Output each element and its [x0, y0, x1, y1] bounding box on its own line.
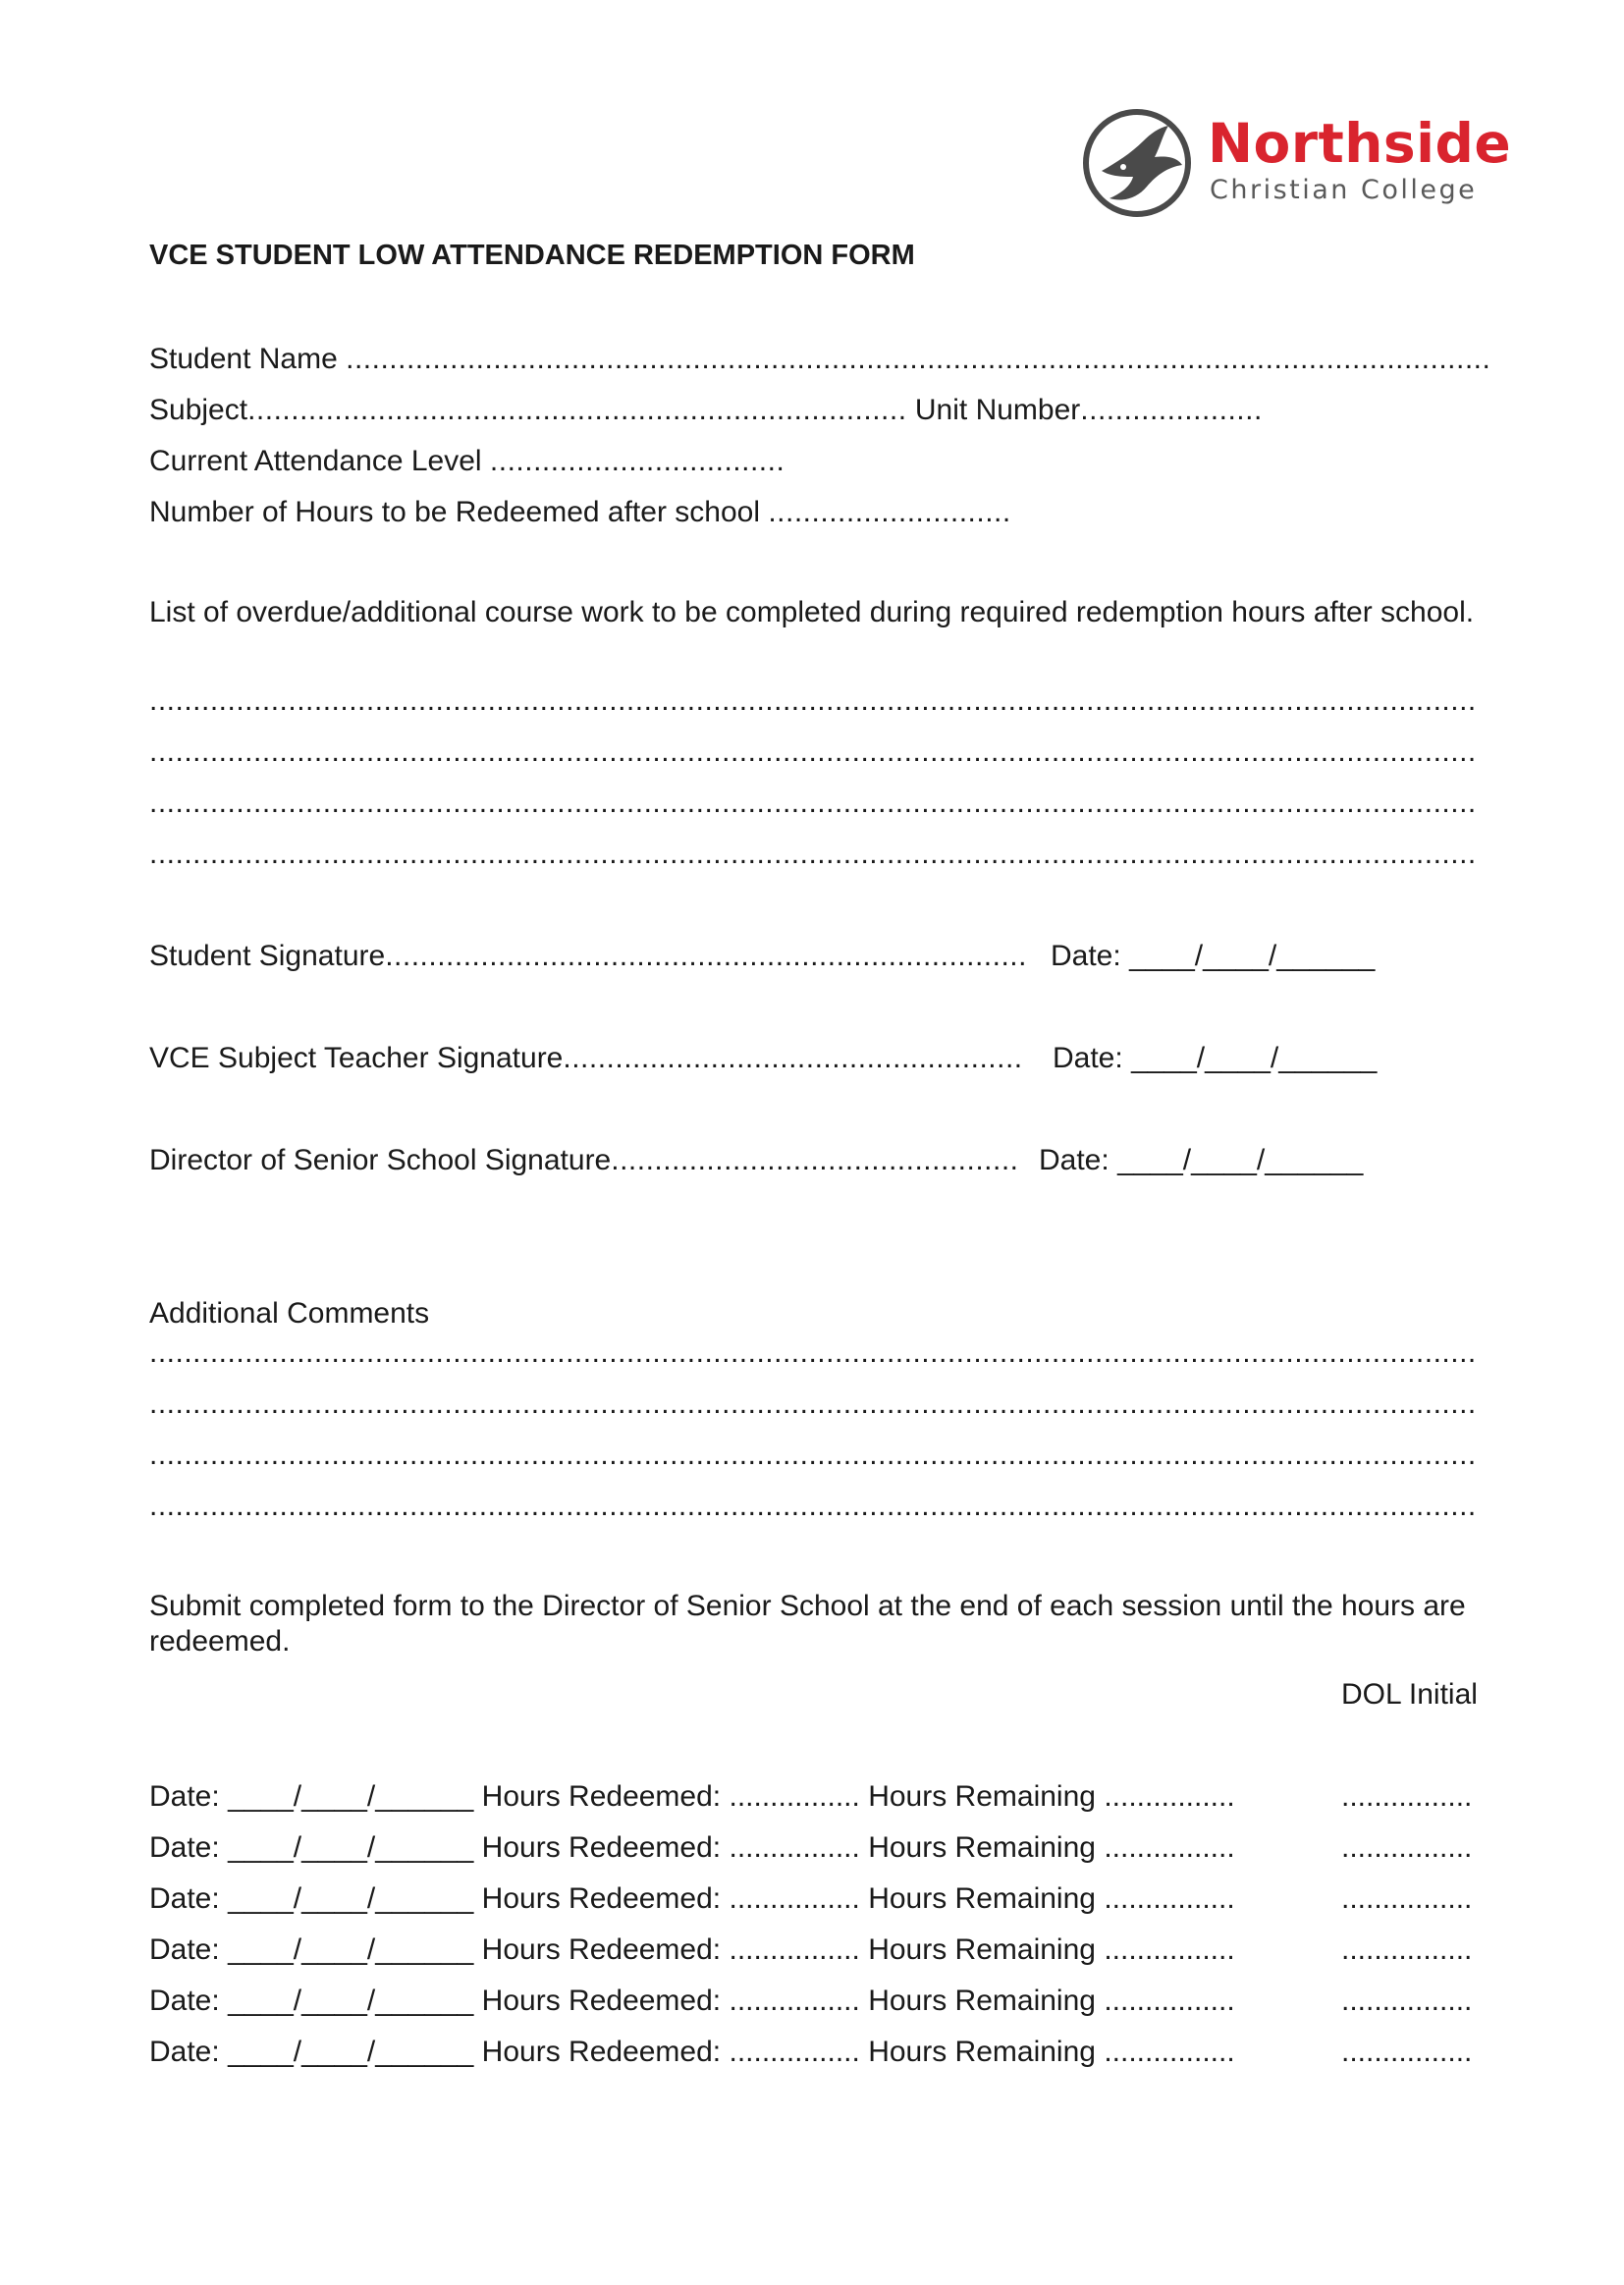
log-row[interactable] [149, 1984, 1235, 2019]
log-redeemed-field[interactable]: ................ [729, 1831, 860, 1864]
student-name-field[interactable]: .................................................................................................................................... [346, 343, 1491, 375]
student-signature-date[interactable] [1051, 939, 1375, 974]
log-redeemed-field[interactable]: ................ [729, 1780, 860, 1813]
log-date-label: Date: [149, 1985, 220, 2017]
log-remaining-label: Hours Remaining [868, 1933, 1096, 1966]
unit-number-label: Unit Number [914, 394, 1081, 426]
attendance-field[interactable]: .................................. [489, 445, 785, 477]
date-blank[interactable]: ____/____/______ [1131, 1042, 1378, 1074]
log-row[interactable] [149, 1932, 1235, 1968]
hours-field[interactable]: ............................ [768, 496, 1011, 528]
student-name-label: Student Name [149, 343, 338, 375]
hours-row[interactable] [149, 495, 1011, 530]
unit-number-field[interactable]: ..................... [1080, 394, 1263, 426]
student-signature-label: Student Signature [149, 940, 386, 972]
teacher-signature-label: VCE Subject Teacher Signature [149, 1042, 564, 1074]
log-initial-field[interactable]: ................ [1341, 1780, 1473, 1813]
date-blank[interactable]: ____/____/______ [1129, 940, 1376, 972]
log-initial-field[interactable]: ................ [1341, 1933, 1473, 1966]
log-date-field[interactable]: ____/____/______ [228, 1831, 474, 1864]
college-subtitle: Christian College [1210, 175, 1478, 205]
comments-line[interactable]: ......................................................................................................................................................... [149, 1439, 1477, 1471]
log-remaining-field[interactable]: ................ [1104, 2036, 1235, 2068]
log-remaining-label: Hours Remaining [868, 1985, 1096, 2017]
dove-circle-icon [1080, 106, 1194, 220]
log-row[interactable] [149, 1830, 1235, 1866]
log-date-field[interactable]: ____/____/______ [228, 1780, 474, 1813]
hours-label: Number of Hours to be Redeemed after school [149, 496, 760, 528]
coursework-instructions: List of overdue/additional course work to be completed during required redemption hours after school. [149, 596, 1475, 628]
director-signature-label: Director of Senior School Signature [149, 1144, 612, 1176]
log-date-field[interactable]: ____/____/______ [228, 1933, 474, 1966]
log-date-label: Date: [149, 1933, 220, 1966]
subject-field[interactable]: ............................................................................ [247, 394, 907, 426]
student-name-row[interactable] [149, 342, 1490, 377]
log-date-label: Date: [149, 1831, 220, 1864]
director-signature-date[interactable] [1039, 1143, 1363, 1178]
log-redeemed-label: Hours Redeemed: [481, 1933, 722, 1966]
form-title: VCE STUDENT LOW ATTENDANCE REDEMPTION FORM [149, 240, 915, 271]
student-signature-field[interactable]: .......................................................................... [385, 940, 1027, 972]
comments-line[interactable]: ......................................................................................................................................................... [149, 1336, 1477, 1369]
log-remaining-field[interactable]: ................ [1104, 1780, 1235, 1813]
director-signature-row[interactable] [149, 1143, 1019, 1178]
attendance-row[interactable] [149, 444, 785, 479]
dol-initial-label: DOL Initial [1341, 1678, 1478, 1711]
date-label: Date: [1053, 1042, 1123, 1074]
log-initial-field[interactable]: ................ [1341, 2036, 1473, 2068]
college-logo [1080, 104, 1512, 222]
log-remaining-label: Hours Remaining [868, 1882, 1096, 1915]
log-redeemed-label: Hours Redeemed: [481, 1831, 722, 1864]
log-redeemed-label: Hours Redeemed: [481, 2036, 722, 2068]
student-signature-row[interactable] [149, 939, 1027, 974]
log-initial-field[interactable]: ................ [1341, 1882, 1473, 1915]
log-redeemed-field[interactable]: ................ [729, 2036, 860, 2068]
coursework-line[interactable]: ......................................................................................................................................................... [149, 735, 1477, 768]
log-remaining-field[interactable]: ................ [1104, 1831, 1235, 1864]
log-redeemed-label: Hours Redeemed: [481, 1780, 722, 1813]
log-redeemed-label: Hours Redeemed: [481, 1985, 722, 2017]
coursework-line[interactable]: ......................................................................................................................................................... [149, 787, 1477, 819]
log-date-field[interactable]: ____/____/______ [228, 2036, 474, 2068]
log-date-label: Date: [149, 2036, 220, 2068]
teacher-signature-row[interactable] [149, 1041, 1023, 1076]
director-signature-field[interactable]: ............................................... [611, 1144, 1019, 1176]
comments-label: Additional Comments [149, 1297, 430, 1330]
college-name: Northside [1208, 112, 1512, 175]
log-redeemed-label: Hours Redeemed: [481, 1882, 722, 1915]
log-remaining-field[interactable]: ................ [1104, 1985, 1235, 2017]
log-remaining-label: Hours Remaining [868, 2036, 1096, 2068]
log-redeemed-field[interactable]: ................ [729, 1882, 860, 1915]
comments-line[interactable]: ......................................................................................................................................................... [149, 1490, 1477, 1522]
date-label: Date: [1039, 1144, 1110, 1176]
log-date-field[interactable]: ____/____/______ [228, 1882, 474, 1915]
log-remaining-field[interactable]: ................ [1104, 1933, 1235, 1966]
log-date-label: Date: [149, 1882, 220, 1915]
submit-instructions: Submit completed form to the Director of Senior School at the end of each session until the hours are redeemed. [149, 1590, 1466, 1658]
log-initial-field[interactable]: ................ [1341, 1831, 1473, 1864]
log-redeemed-field[interactable]: ................ [729, 1933, 860, 1966]
coursework-line[interactable]: ......................................................................................................................................................... [149, 684, 1477, 717]
log-date-field[interactable]: ____/____/______ [228, 1985, 474, 2017]
date-blank[interactable]: ____/____/______ [1117, 1144, 1364, 1176]
teacher-signature-field[interactable]: ..................................................... [563, 1042, 1023, 1074]
log-remaining-label: Hours Remaining [868, 1831, 1096, 1864]
subject-label: Subject [149, 394, 248, 426]
teacher-signature-date[interactable] [1053, 1041, 1377, 1076]
comments-line[interactable]: ......................................................................................................................................................... [149, 1387, 1477, 1420]
log-remaining-field[interactable]: ................ [1104, 1882, 1235, 1915]
subject-row[interactable] [149, 393, 1263, 428]
log-row[interactable] [149, 1881, 1235, 1917]
attendance-label: Current Attendance Level [149, 445, 482, 477]
log-row[interactable] [149, 2035, 1235, 2070]
log-date-label: Date: [149, 1780, 220, 1813]
date-label: Date: [1051, 940, 1121, 972]
log-row[interactable] [149, 1779, 1235, 1815]
log-remaining-label: Hours Remaining [868, 1780, 1096, 1813]
log-redeemed-field[interactable]: ................ [729, 1985, 860, 2017]
coursework-line[interactable]: ......................................................................................................................................................... [149, 838, 1477, 870]
log-initial-field[interactable]: ................ [1341, 1985, 1473, 2017]
